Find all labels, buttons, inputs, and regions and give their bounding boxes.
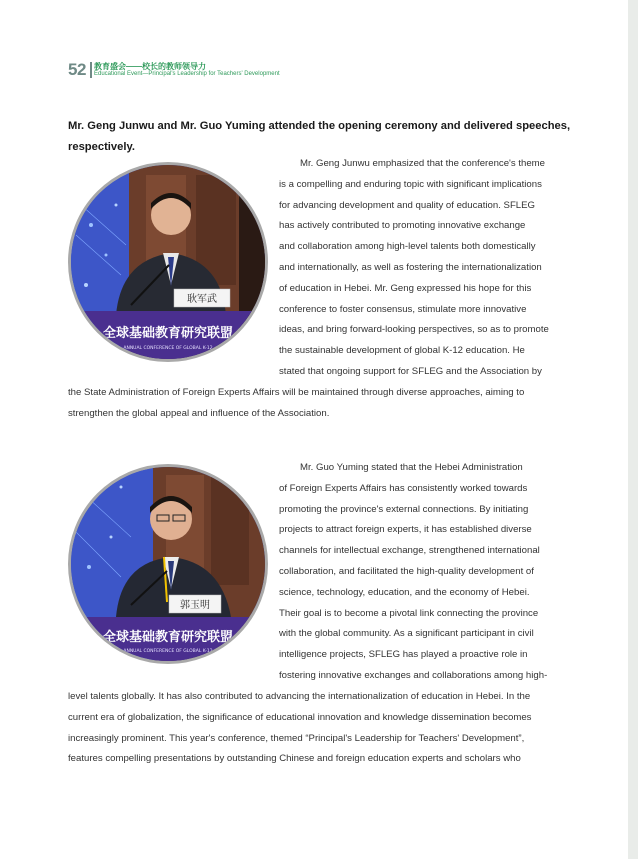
text-line: Mr. Geng Junwu emphasized that the conference's theme (300, 158, 546, 169)
section2-right-text (279, 458, 570, 687)
text-line: of education in Hebei. Mr. Geng expressed his hope for this (279, 282, 532, 294)
text-line: strengthen the global appeal and influence of the Association. (68, 407, 330, 419)
nameplate-guo: 郭玉明 (180, 600, 210, 611)
text-line: features compelling presentations by outstanding Chinese and foreign education experts and scholars who (68, 753, 521, 765)
text-line: level talents globally. It has also contributed to advancing the internationalization of education in Hebei. In the (68, 691, 531, 702)
header-title-en: Educational Event—Principal's Leadership for Teachers' Development (94, 71, 280, 77)
text-line: conference to foster consensus, stimulate more innovative (279, 303, 527, 315)
speaker-photo-geng (68, 162, 268, 362)
text-line: increasingly prominent. This year's conference, themed “Principal's Leadership for Teachers' Development”, (68, 732, 525, 744)
header-title-cn: 教育盛会——校长的教师领导力 (94, 62, 206, 71)
banner-cn-1: 全球基础教育研究联盟 (102, 326, 234, 341)
text-line: science, technology, education, and the economy of Hebei. (279, 586, 530, 598)
text-line: collaboration, and facilitated the high-quality development of (279, 565, 534, 577)
text-line: the sustainable development of global K-12 education. He (279, 345, 525, 357)
section1-full-text (68, 383, 570, 425)
text-line: and internationally, as well as fostering the internationalization (279, 261, 542, 273)
page-edge-strip (628, 0, 638, 859)
text-line: and collaboration among high-level talents both domestically (279, 241, 536, 253)
text-line: stated that ongoing support for SFLEG and the Association by (279, 365, 542, 377)
text-line: ideas, and bring forward-looking perspectives, so as to promote (279, 324, 549, 336)
article-headline: Mr. Geng Junwu and Mr. Guo Yuming attended the opening ceremony and delivered speeches, respectively. (68, 120, 571, 153)
text-line: of Foreign Experts Affairs has consistently worked towards (279, 482, 528, 494)
section2-full-text (68, 687, 570, 770)
page-number: 52 (68, 60, 86, 79)
text-line: is a compelling and enduring topic with significant implications (279, 178, 542, 190)
text-line: has actively contributed to promoting innovative exchange (279, 220, 526, 232)
header-divider (90, 62, 92, 78)
text-line: channels for intellectual exchange, strengthened international (279, 545, 540, 557)
text-line: the State Administration of Foreign Experts Affairs will be maintained through diverse approaches, aiming to (68, 387, 525, 398)
text-line: for advancing development and quality of education. SFLEG (279, 199, 535, 211)
section1-right-text (279, 154, 570, 383)
text-line: fostering innovative exchanges and collaborations among high- (279, 669, 548, 681)
text-line: Their goal is to become a pivotal link connecting the province (279, 607, 539, 619)
banner-en-2: ANNUAL CONFERENCE OF GLOBAL K-12 (123, 649, 213, 654)
nameplate-geng: 耿军武 (187, 294, 217, 305)
banner-en-1: ANNUAL CONFERENCE OF GLOBAL K-12 (123, 346, 213, 351)
text-line: intelligence projects, SFLEG has played a proactive role in (279, 649, 528, 661)
speaker-photo-guo (68, 464, 268, 664)
text-line: current era of globalization, the significance of educational innovation and knowledge dissemination becomes (68, 711, 532, 723)
text-line: with the global community. As a significant participant in civil (279, 628, 534, 640)
text-line: projects to attract foreign experts, it has established diverse (279, 524, 532, 536)
banner-cn-2: 全球基础教育研究联盟 (102, 630, 234, 645)
text-line: promoting the province's external connections. By initiating (279, 503, 529, 515)
text-line: Mr. Guo Yuming stated that the Hebei Administration (300, 462, 523, 473)
